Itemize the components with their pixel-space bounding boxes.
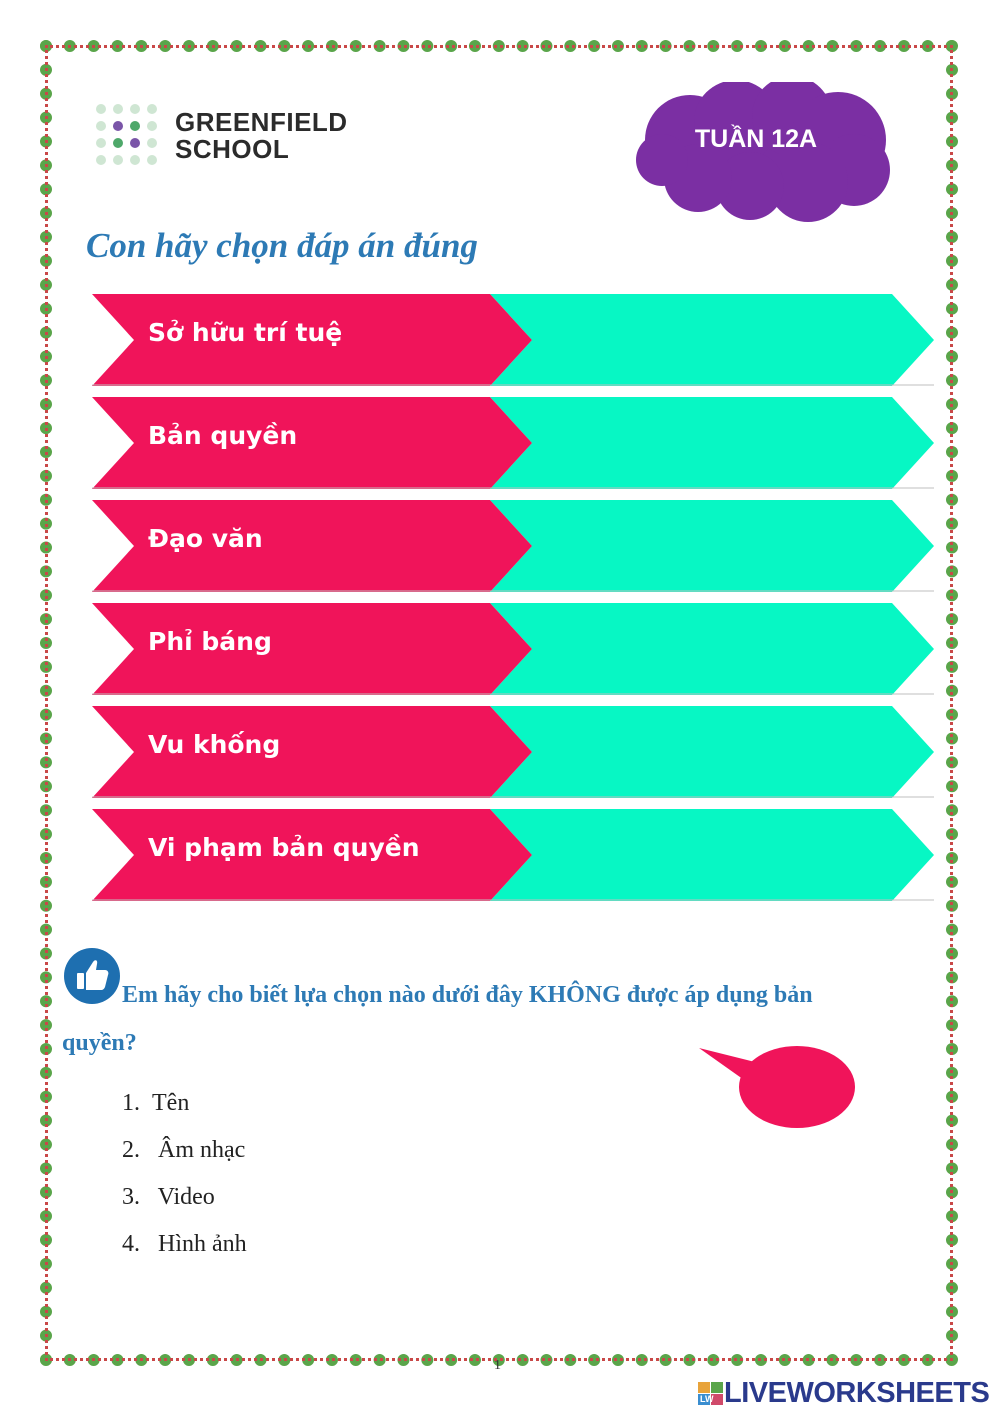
option-number: 3. <box>122 1184 140 1210</box>
week-badge <box>632 82 896 222</box>
answer-drop-slot[interactable] <box>532 609 872 689</box>
term-label: Bản quyền <box>148 421 298 450</box>
match-row <box>92 294 934 386</box>
option-item <box>122 1180 247 1227</box>
school-name-line2: SCHOOL <box>175 134 290 164</box>
school-name <box>175 109 348 163</box>
logo-badge-text: LW <box>700 1394 714 1404</box>
liveworksheets-watermark[interactable] <box>698 1378 998 1408</box>
option-item <box>122 1086 247 1133</box>
options-list <box>122 1086 247 1274</box>
term-label: Đạo văn <box>148 524 263 553</box>
option-item <box>122 1227 247 1274</box>
option-number: 1. <box>122 1090 140 1116</box>
match-row <box>92 397 934 489</box>
term-label: Phỉ báng <box>148 627 272 656</box>
logo-dots-icon <box>95 103 161 169</box>
answer-speech-bubble[interactable] <box>695 1040 860 1130</box>
answer-drop-slot[interactable] <box>532 815 872 895</box>
answer-drop-slot[interactable] <box>532 506 872 586</box>
school-name-line1: GREENFIELD <box>175 107 348 137</box>
question-text-line2: quyền? <box>62 1030 137 1056</box>
option-number: 2. <box>122 1137 140 1163</box>
answer-drop-slot[interactable] <box>532 300 872 380</box>
option-text: Video <box>157 1184 215 1210</box>
answer-drop-slot[interactable] <box>532 403 872 483</box>
match-row <box>92 603 934 695</box>
term-label: Vi phạm bản quyền <box>148 833 420 862</box>
answer-drop-slot[interactable] <box>532 712 872 792</box>
liveworksheets-logo-icon <box>698 1382 724 1406</box>
match-row <box>92 500 934 592</box>
option-text: Âm nhạc <box>158 1137 246 1163</box>
question-text-line1: Em hãy cho biết lựa chọn nào dưới đây KHÔNG được áp dụng bản <box>122 982 813 1008</box>
watermark-text: LIVEWORKSHEETS <box>724 1377 990 1409</box>
match-row <box>92 706 934 798</box>
thumbs-up-icon <box>63 947 121 1005</box>
term-label: Vu khống <box>148 730 281 759</box>
school-logo <box>95 103 375 169</box>
week-label: TUẦN 12A <box>694 125 818 153</box>
match-row <box>92 809 934 901</box>
option-item <box>122 1133 247 1180</box>
option-text: Hình ảnh <box>158 1231 247 1257</box>
page-number: 1 <box>494 1358 501 1373</box>
term-label: Sở hữu trí tuệ <box>148 318 343 347</box>
instruction-title: Con hãy chọn đáp án đúng <box>86 226 478 265</box>
option-text: Tên <box>152 1090 190 1116</box>
option-number: 4. <box>122 1231 140 1257</box>
